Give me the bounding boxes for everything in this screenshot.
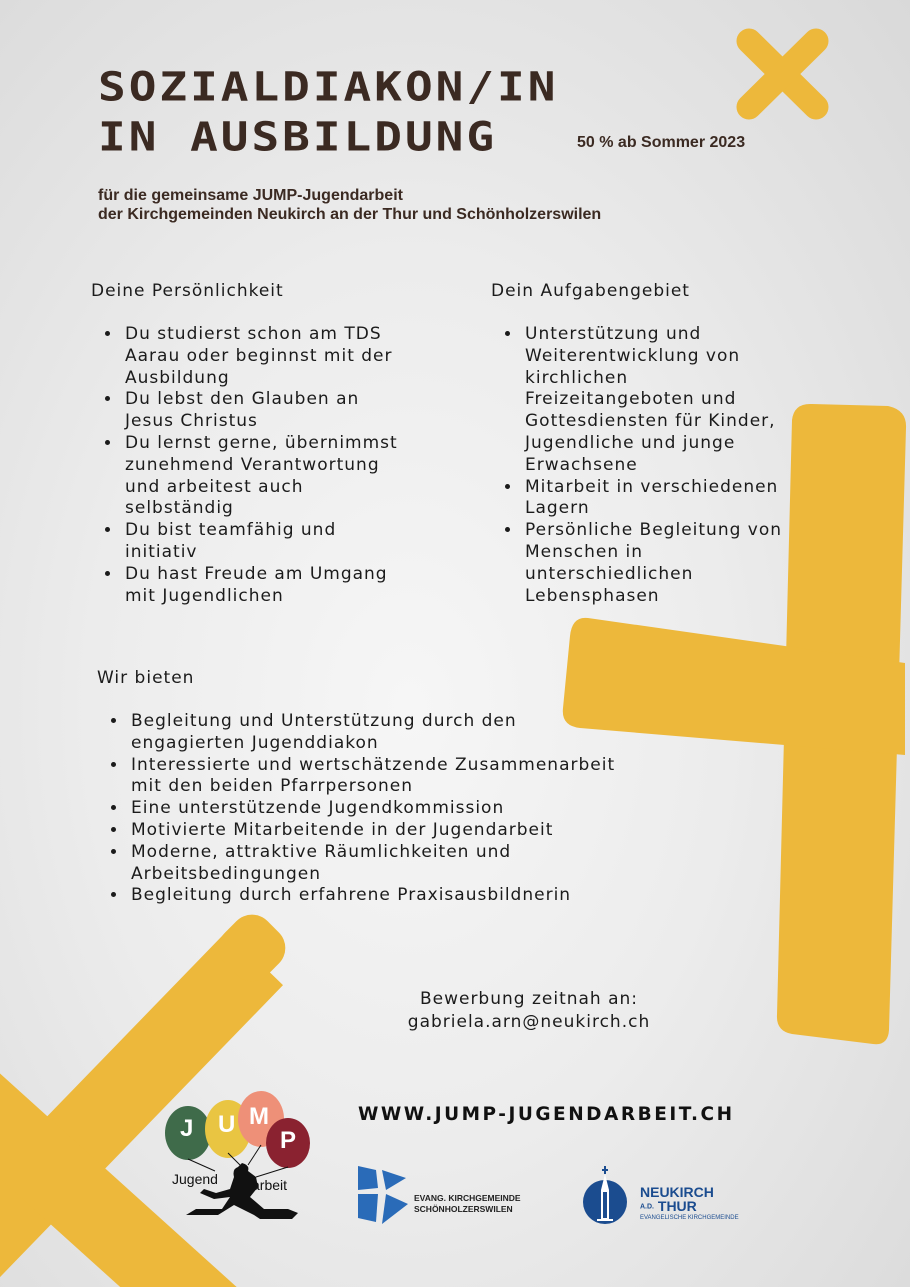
personality-item	[122, 389, 462, 433]
jump-letter-p: P	[280, 1127, 297, 1154]
tasks-item	[522, 324, 842, 477]
tasks-item-line: Menschen in	[525, 541, 644, 562]
tasks-item	[522, 520, 842, 607]
jump-letter-m: M	[249, 1103, 269, 1130]
small-x-top-right	[749, 41, 816, 107]
offer-item	[128, 711, 708, 755]
jump-logo	[160, 1085, 320, 1225]
tasks-item-line: Gottesdiensten für Kinder,	[525, 411, 776, 432]
tasks-item-line: Erwachsene	[525, 454, 638, 475]
jump-word-jugend: Jugend	[172, 1171, 218, 1187]
personality-item	[122, 564, 462, 608]
personality-item-line: initiativ	[125, 541, 198, 562]
tasks-list	[500, 324, 842, 607]
jump-balloons-icon	[160, 1085, 320, 1225]
tasks-item-line: Jugendliche und junge	[525, 432, 736, 453]
personality-item-line: Du lebst den Glauben an	[125, 389, 360, 410]
tasks-item-line: Lagern	[525, 498, 590, 519]
title-line-2: IN AUSBILDUNG	[98, 112, 498, 160]
tasks-item-line: kirchlichen	[525, 367, 629, 388]
tasks-item-line: Persönliche Begleitung von	[525, 520, 783, 541]
offer-item	[128, 798, 708, 820]
neukirch-logo	[583, 1164, 763, 1226]
offer-item	[128, 755, 708, 799]
offer-item	[128, 885, 708, 907]
offer-item	[128, 820, 708, 842]
personality-item-line: Aarau oder beginnst mit der	[125, 345, 393, 366]
schoenholzerswilen-line-2: SCHÖNHOLZERSWILEN	[414, 1204, 513, 1214]
personality-item-line: zunehmend Verantwortung	[125, 454, 380, 475]
offer-item-line: Motivierte Mitarbeitende in der Jugendarbeit	[131, 819, 554, 840]
personality-item-line: Du studierst schon am TDS	[125, 324, 382, 344]
tasks-item-line: Mitarbeit in verschiedenen	[525, 476, 779, 497]
tasks-item-line: Freizeitangeboten und	[525, 389, 737, 410]
jump-word-arbeit: arbeit	[252, 1177, 288, 1193]
intro-text	[98, 186, 601, 224]
church-tower-icon	[583, 1164, 631, 1226]
offer-heading: Wir bieten	[97, 668, 195, 688]
tasks-item-line: Lebensphasen	[525, 585, 660, 606]
offer-item-line: Begleitung durch erfahrene Praxisausbildnerin	[131, 885, 572, 906]
personality-item-line: Du hast Freude am Umgang	[125, 563, 388, 584]
offer-item-line: Eine unterstützende Jugendkommission	[131, 798, 505, 819]
jump-letter-u: U	[218, 1111, 236, 1138]
tasks-item-line: Weiterentwicklung von	[525, 345, 741, 366]
personality-item-line: mit Jugendlichen	[125, 585, 284, 606]
personality-list	[100, 324, 462, 607]
application-block	[370, 988, 688, 1034]
church-symbol-icon	[356, 1164, 410, 1226]
personality-item	[122, 324, 462, 389]
personality-item	[122, 520, 462, 564]
application-label: Bewerbung zeitnah an:	[419, 989, 639, 1009]
personality-item-line: Ausbildung	[125, 367, 230, 388]
intro-line-1: für die gemeinsame JUMP-Jugendarbeit	[98, 187, 403, 204]
neukirch-subtitle: EVANGELISCHE KIRCHGEMEINDE	[640, 1215, 739, 1222]
personality-item-line: Du bist teamfähig und	[125, 520, 337, 541]
offer-item-line: Begleitung und Unterstützung durch den	[131, 711, 517, 731]
offer-item-line: Moderne, attraktive Räumlichkeiten und	[131, 841, 512, 862]
tasks-heading: Dein Aufgabengebiet	[491, 281, 690, 301]
workload-subtitle: 50 % ab Sommer 2023	[577, 134, 746, 151]
offer-item-line: Arbeitsbedingungen	[131, 863, 322, 884]
personality-item	[122, 433, 462, 520]
title-line-1: SOZIALDIAKON/IN	[98, 62, 559, 110]
application-email[interactable]: gabriela.arn@neukirch.ch	[407, 1012, 651, 1032]
neukirch-ad: A.D.	[640, 1203, 654, 1211]
offer-item-line: Interessierte und wertschätzende Zusammenarbeit	[131, 754, 616, 775]
personality-item-line: Du lernst gerne, übernimmst	[125, 432, 398, 453]
offer-list	[106, 711, 708, 907]
personality-item-line: selbständig	[125, 498, 234, 519]
schoenholzerswilen-line-1: EVANG. KIRCHGEMEINDE	[414, 1193, 521, 1203]
tasks-item-line: unterschiedlichen	[525, 563, 694, 584]
offer-item-line: engagierten Jugenddiakon	[131, 732, 379, 753]
personality-item-line: Jesus Christus	[125, 411, 258, 432]
offer-item	[128, 842, 708, 886]
neukirch-name: NEUKIRCH	[640, 1184, 714, 1200]
tasks-item	[522, 477, 842, 521]
neukirch-thur: THUR	[657, 1198, 697, 1214]
jump-letter-j: J	[180, 1115, 194, 1142]
website-link[interactable]: WWW.JUMP-JUGENDARBEIT.CH	[358, 1104, 735, 1125]
schoenholzerswilen-logo	[356, 1164, 556, 1226]
personality-heading: Deine Persönlichkeit	[91, 281, 284, 301]
offer-item-line: mit den beiden Pfarrpersonen	[131, 776, 414, 797]
tasks-item-line: Unterstützung und	[525, 324, 702, 344]
personality-item-line: und arbeitest auch	[125, 476, 304, 497]
intro-line-2: der Kirchgemeinden Neukirch an der Thur und Schönholzerswilen	[98, 206, 602, 223]
